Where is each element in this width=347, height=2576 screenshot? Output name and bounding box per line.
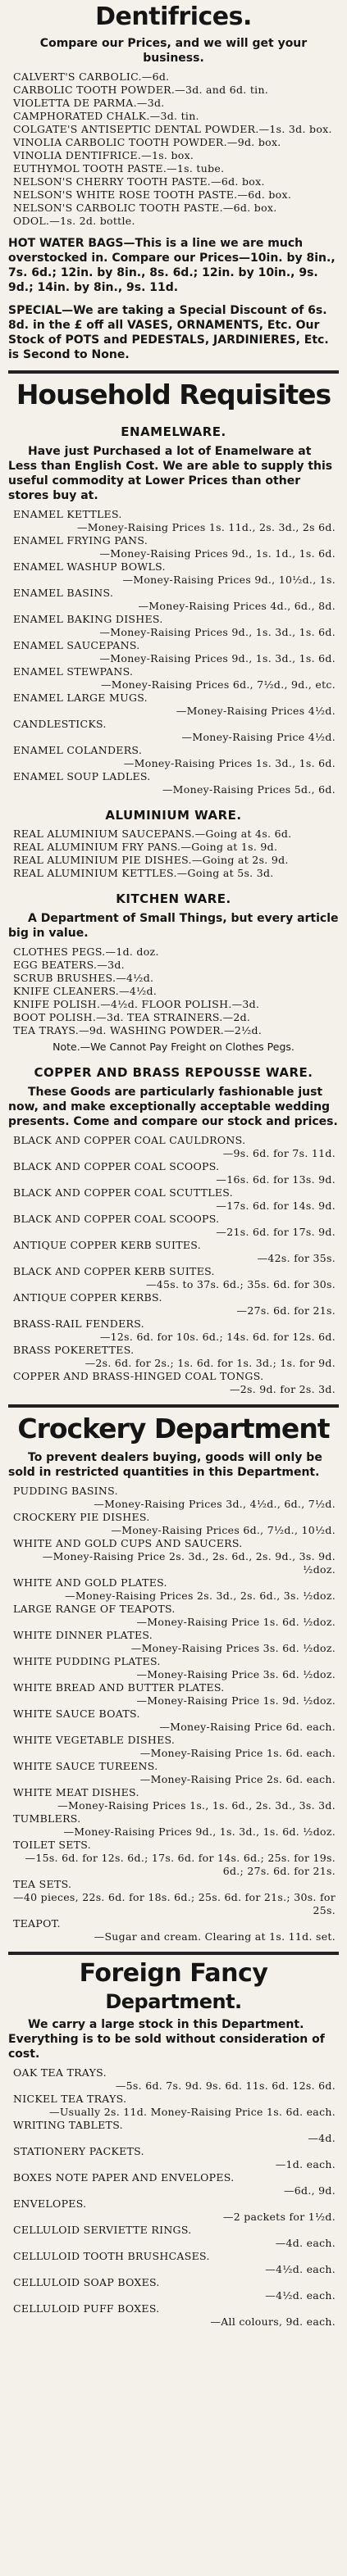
item-price: —Money-Raising Prices 9d., 1s. 1d., 1s. 6d. [99,547,336,560]
list-item [8,70,339,84]
list-item [8,744,339,770]
list-item [8,1917,339,1943]
item-price: —17s. 6d. for 14s. 9d. [216,1200,336,1212]
list-item: TEA TRAYS.—9d. WASHING POWDER.—2½d. [13,1024,263,1036]
item-price: —Money-Raising Prices 1s., 1s. 6d., 2s. 3d., 3s. 3d. [57,1799,336,1812]
item-price: —1d. each. [275,2158,336,2170]
enamelware-lead: Have just Purchased a lot of Enamelware at Less than English Cost. We are able to supply this useful commodity at Lower Prices than other stores buy at. [8,445,333,502]
item-price: —2s. 9d. for 2s. 3d. [229,1383,336,1395]
list-item [8,2224,339,2250]
item-price: —Money-Raising Price 3s. 6d. ½doz. [136,1668,336,1680]
item-price: —Money-Raising Prices 2s. 3d., 2s. 6d., 3s. ½doz. [65,1590,336,1602]
kitchen-heading: KITCHEN WARE. [116,891,231,906]
list-item [8,1344,339,1370]
item-name: BRASS-RAIL FENDERS. [13,1317,144,1330]
item-name: REAL ALUMINIUM FRY PANS. [13,841,181,853]
item-price: —1s. tube. [167,162,225,175]
item-name: TEA SETS. [13,1878,72,1890]
item-price: —Going at 1s. 9d. [180,841,278,853]
list-item [8,1629,339,1655]
item-price: —Money-Raising Prices 6d., 7½d., 10½d. [111,1524,336,1536]
item-price: —3d. [136,97,165,109]
list-item: CLOTHES PEGS.—1d. doz. [13,946,159,958]
list-item [8,2145,339,2171]
item-name: CARBOLIC TOOTH POWDER. [13,84,176,96]
item-name: WHITE AND GOLD CUPS AND SAUCERS. [13,1537,243,1549]
item-price: —Money-Raising Prices 4d., 6d., 8d. [138,600,336,612]
item-name: WHITE DINNER PLATES. [13,1629,153,1641]
list-item [8,1812,339,1839]
item-name: PUDDING BASINS. [13,1485,118,1497]
item-name: BLACK AND COPPER COAL SCOOPS. [13,1213,220,1225]
kitchen-lead: A Department of Small Things, but every article big in value. [8,912,339,940]
foreign-fancy-subtitle: Department. [105,1990,242,2013]
item-price: —6d., 9d. [283,2184,336,2197]
list-item [8,123,339,136]
item-name: WHITE MEAT DISHES. [13,1786,139,1798]
item-price: —Money-Raising Prices 1s. 11d., 2s. 3d., 2s 6d. [76,521,336,533]
list-item [8,2171,339,2197]
item-name: EUTHYMOL TOOTH PASTE. [13,162,167,175]
item-price: —Going at 4s. 6d. [194,828,292,840]
list-item [8,828,339,841]
item-name: ENAMEL STEWPANS. [13,665,134,678]
item-name: STATIONERY PACKETS. [13,2145,144,2157]
foreign-fancy-title: Foreign Fancy [79,1959,268,1988]
item-name: CELLULOID PUFF BOXES. [13,2302,160,2315]
list-item [8,613,339,639]
item-name: COLGATE'S ANTISEPTIC DENTAL POWDER. [13,123,259,135]
list-item [8,1370,339,1396]
item-price: —Money-Raising Price 6d. each. [159,1721,336,1733]
list-item [8,149,339,162]
item-name: WRITING TABLETS. [13,2119,123,2131]
item-price: —Money-Raising Prices 9d., 1s. 3d., 1s. 6d. [99,626,336,638]
list-item [8,2276,339,2302]
list-item [8,188,339,202]
aluminium-heading: ALUMINIUM WARE. [105,808,242,823]
item-price: —Money-Raising Prices 6d., 7½d., 9d., etc. [100,678,336,691]
list-item [8,2093,339,2119]
list-item [8,136,339,149]
list-item [8,175,339,188]
item-price: —6d. box. [222,202,277,214]
item-name: VIOLETTA DE PARMA. [13,97,137,109]
list-item [8,2119,339,2145]
list-item [8,718,339,744]
item-name: ENAMEL SAUCEPANS. [13,639,140,651]
item-price: —4d. [308,2132,336,2144]
list-item [8,2197,339,2224]
item-name: ENAMEL BAKING DISHES. [13,613,163,625]
list-item [8,1786,339,1812]
list-item [8,2250,339,2276]
list-item: EGG BEATERS.—3d. [13,959,125,971]
foreign-fancy-section [8,1958,339,2329]
item-price: —3d. and 6d. tin. [175,84,269,96]
list-item [8,587,339,613]
item-name: ENAMEL WASHUP BOWLS. [13,560,166,573]
item-name: ENAMEL LARGE MUGS. [13,692,148,704]
list-item [8,2302,339,2329]
item-price: —5s. 6d. 7s. 9d. 9s. 6d. 11s. 6d. 12s. 6d. [115,2079,336,2092]
item-price: —Money-Raising Prices 9d., 10½d., 1s. [122,574,336,586]
item-price: —Money-Raising Price 2s. 6d. each. [139,1773,336,1785]
item-name: ENAMEL FRYING PANS. [13,534,148,546]
item-name: NELSON'S CHERRY TOOTH PASTE. [13,175,212,188]
list-item [8,867,339,880]
list-item [8,639,339,665]
item-name: REAL ALUMINIUM KETTLES. [13,867,177,879]
item-price: —All colours, 9d. each. [210,2315,336,2328]
list-item [8,1511,339,1537]
item-price: —4½d. each. [265,2263,336,2275]
item-price: —Usually 2s. 11d. Money-Raising Price 1s. 6d. each. [49,2106,336,2118]
item-name: CELLULOID TOOTH BRUSHCASES. [13,2250,210,2262]
list-item [8,508,339,534]
item-price: —21s. 6d. for 17s. 9d. [216,1226,336,1238]
item-price: —2 packets for 1½d. [222,2211,336,2223]
copper-heading: COPPER AND BRASS REPOUSSE WARE. [34,1065,313,1080]
item-name: BLACK AND COPPER KERB SUITES. [13,1265,215,1277]
item-name: BLACK AND COPPER COAL SCOOPS. [13,1160,220,1172]
crockery-section [8,1411,339,1943]
crockery-title: Crockery Department [17,1413,330,1444]
item-name: CAMPHORATED CHALK. [13,110,150,122]
section-divider [8,370,339,374]
item-name: ODOL. [13,215,50,227]
item-name: ENAMEL BASINS. [13,587,114,599]
item-price: —6d. [141,70,170,83]
item-price: —Money-Raising Price 1s. 6d. ½doz. [136,1616,336,1628]
item-price: —12s. 6d. for 10s. 6d.; 14s. 6d. for 12s. 6d. [99,1331,336,1343]
list-item [8,534,339,560]
item-name: LARGE RANGE OF TEAPOTS. [13,1603,176,1615]
list-item [8,770,339,796]
item-price: —1s. 2d. bottle. [49,215,135,227]
item-price: —Money-Raising Price 2s. 3d., 2s. 6d., 2s. 9d., 3s. 9d. ½doz. [42,1550,336,1576]
list-item [8,1760,339,1786]
list-item [8,1576,339,1603]
item-price: —9s. 6d. for 7s. 11d. [222,1147,336,1159]
item-name: VINOLIA DENTIFRICE. [13,149,142,161]
item-price: —Money-Raising Prices 4½d. [176,705,336,717]
list-item [8,841,339,854]
item-price: —Going at 2s. 9d. [191,854,289,866]
list-item [8,1681,339,1708]
dentifrices-list [8,70,339,228]
list-item [8,1213,339,1239]
item-name: CELLULOID SERVIETTE RINGS. [13,2224,192,2236]
item-price: —6d. box. [237,188,292,201]
item-price: —40 pieces, 22s. 6d. for 18s. 6d.; 25s. 6d. for 21s.; 30s. for 25s. [13,1891,336,1916]
item-name: WHITE BREAD AND BUTTER PLATES. [13,1681,225,1694]
item-name: ANTIQUE COPPER KERB SUITES. [13,1239,201,1251]
item-name: BOXES NOTE PAPER AND ENVELOPES. [13,2171,235,2184]
item-name: REAL ALUMINIUM SAUCEPANS. [13,828,195,840]
list-item [8,1708,339,1734]
item-name: CELLULOID SOAP BOXES. [13,2276,160,2288]
list-item [8,1265,339,1291]
item-name: NELSON'S WHITE ROSE TOOTH PASTE. [13,188,238,201]
list-item [8,110,339,123]
item-name: WHITE AND GOLD PLATES. [13,1576,167,1589]
item-price: —4½d. each. [265,2289,336,2302]
item-price: —Money-Raising Prices 9d., 1s. 3d., 1s. 6d. [99,652,336,664]
crockery-lead: To prevent dealers buying, goods will only be sold in restricted quantities in this Department. [8,1451,322,1479]
item-price: —9d. box. [226,136,281,148]
item-name: BLACK AND COPPER COAL SCUTTLES. [13,1186,233,1199]
copper-list [8,1134,339,1396]
section-divider [8,1404,339,1408]
item-name: CANDLESTICKS. [13,718,107,730]
list-item [8,1291,339,1317]
list-item [8,560,339,587]
item-name: CALVERT'S CARBOLIC. [13,70,142,83]
hot-water-bags-notice: HOT WATER BAGS—This is a line we are much overstocked in. Compare our Prices—10in. by 8in., 7s. 6d.; 12in. by 8in., 8s. 6d.; 12in. by 10in., 9s. 9d.; 14in. by 8in., 9s. 11d. [8,237,336,294]
list-item [8,2066,339,2093]
item-name: WHITE VEGETABLE DISHES. [13,1734,176,1746]
item-name: ENAMEL SOUP LADLES. [13,770,151,782]
list-item [8,665,339,692]
item-name: BRASS POKERETTES. [13,1344,135,1356]
dentifrices-lead: Compare our Prices, and we will get your business. [39,37,308,65]
item-price: —Money-Raising Price 1s. 6d. each. [139,1747,336,1759]
item-name: ENAMEL COLANDERS. [13,744,143,756]
list-item [8,1186,339,1213]
list-item [8,202,339,215]
item-price: —Money-Raising Prices 3d., 4½d., 6d., 7½d. [94,1498,336,1510]
kitchen-note: Note.—We Cannot Pay Freight on Clothes Pegs. [53,1041,294,1053]
household-section [8,377,339,1396]
item-price: —Money-Raising Prices 5d., 6d. [162,783,336,796]
dentifrices-section [8,2,339,362]
list-item [8,215,339,228]
item-name: WHITE PUDDING PLATES. [13,1655,161,1667]
item-name: REAL ALUMINIUM PIE DISHES. [13,854,192,866]
item-name: TOILET SETS. [13,1839,91,1851]
item-price: —3d. tin. [149,110,199,122]
item-price: —Sugar and cream. Clearing at 1s. 11d. set. [94,1930,336,1943]
list-item [8,1839,339,1878]
item-price: —Money-Raising Price 4½d. [181,731,336,743]
item-name: OAK TEA TRAYS. [13,2066,107,2079]
list-item [8,1603,339,1629]
item-name: COPPER AND BRASS-HINGED COAL TONGS. [13,1370,264,1382]
item-name: NELSON'S CARBOLIC TOOTH PASTE. [13,202,223,214]
item-price: —4d. each. [275,2237,336,2249]
list-item: BOOT POLISH.—3d. TEA STRAINERS.—2d. [13,1011,251,1023]
list-item [8,162,339,175]
list-item [8,692,339,718]
foreign-fancy-lead: We carry a large stock in this Department. Everything is to be sold without consideration of cost. [8,2018,325,2061]
list-item [8,1537,339,1576]
item-name: BLACK AND COPPER COAL CAULDRONS. [13,1134,246,1146]
item-price: —15s. 6d. for 12s. 6d.; 17s. 6d. for 14s. 6d.; 25s. for 19s. 6d.; 27s. 6d. for 21s. [25,1852,336,1877]
item-name: ANTIQUE COPPER KERBS. [13,1291,162,1304]
section-divider [8,1952,339,1955]
copper-lead: These Goods are particularly fashionable just now, and make exceptionally acceptable wedding presents. Come and compare our stock and prices. [8,1086,338,1128]
item-price: —6d. box. [211,175,265,188]
list-item [8,854,339,867]
item-name: CROCKERY PIE DISHES. [13,1511,150,1523]
item-name: ENAMEL KETTLES. [13,508,122,520]
item-price: —45s. to 37s. 6d.; 35s. 6d. for 30s. [145,1278,336,1290]
enamelware-list [8,508,339,796]
dentifrices-title: Dentifrices. [95,2,252,31]
item-price: —16s. 6d. for 13s. 9d. [216,1173,336,1186]
list-item [8,1317,339,1344]
list-item [8,1239,339,1265]
item-price: —Money-Raising Prices 9d., 1s. 3d., 1s. 6d. ½doz. [63,1825,336,1838]
list-item: SCRUB BRUSHES.—4½d. [13,972,154,984]
item-price: —27s. 6d. for 21s. [236,1304,336,1317]
item-price: —Money-Raising Prices 3s. 6d. ½doz. [130,1642,336,1654]
list-item [8,97,339,110]
list-item: KNIFE CLEANERS.—4½d. [13,985,158,997]
item-price: —1s. 3d. box. [258,123,332,135]
list-item [8,1734,339,1760]
foreign-fancy-list [8,2066,339,2329]
crockery-list [8,1485,339,1943]
list-item [8,1160,339,1186]
item-name: VINOLIA CARBOLIC TOOTH POWDER. [13,136,227,148]
item-price: —Money-Raising Price 1s. 9d. ½doz. [136,1694,336,1707]
item-name: WHITE SAUCE TUREENS. [13,1760,158,1772]
item-name: NICKEL TEA TRAYS. [13,2093,127,2105]
list-item [8,84,339,97]
list-item [8,1134,339,1160]
item-price: —2s. 6d. for 2s.; 1s. 6d. for 1s. 3d.; 1s. for 9d. [84,1357,336,1369]
item-price: —42s. for 35s. [257,1252,336,1264]
enamelware-heading: ENAMELWARE. [121,424,226,439]
item-price: —Money-Raising Prices 1s. 3d., 1s. 6d. [123,757,336,769]
item-price: —Going at 5s. 3d. [176,867,274,879]
aluminium-list [8,828,339,880]
item-name: WHITE SAUCE BOATS. [13,1708,140,1720]
item-name: ENVELOPES. [13,2197,87,2210]
kitchen-list [8,946,339,1037]
item-name: TEAPOT. [13,1917,61,1930]
item-name: TUMBLERS. [13,1812,81,1825]
special-discount-notice: SPECIAL—We are taking a Special Discount of 6s. 8d. in the £ off all VASES, ORNAMENTS, Etc. Our Stock of POTS and PEDESTALS, JARDINIERES, Etc. is Second to None. [8,304,329,361]
household-title: Household Requisites [16,379,331,410]
list-item: KNIFE POLISH.—4½d. FLOOR POLISH.—3d. [13,998,260,1010]
list-item [8,1485,339,1511]
list-item [8,1878,339,1917]
item-price: —1s. box. [141,149,194,161]
list-item [8,1655,339,1681]
